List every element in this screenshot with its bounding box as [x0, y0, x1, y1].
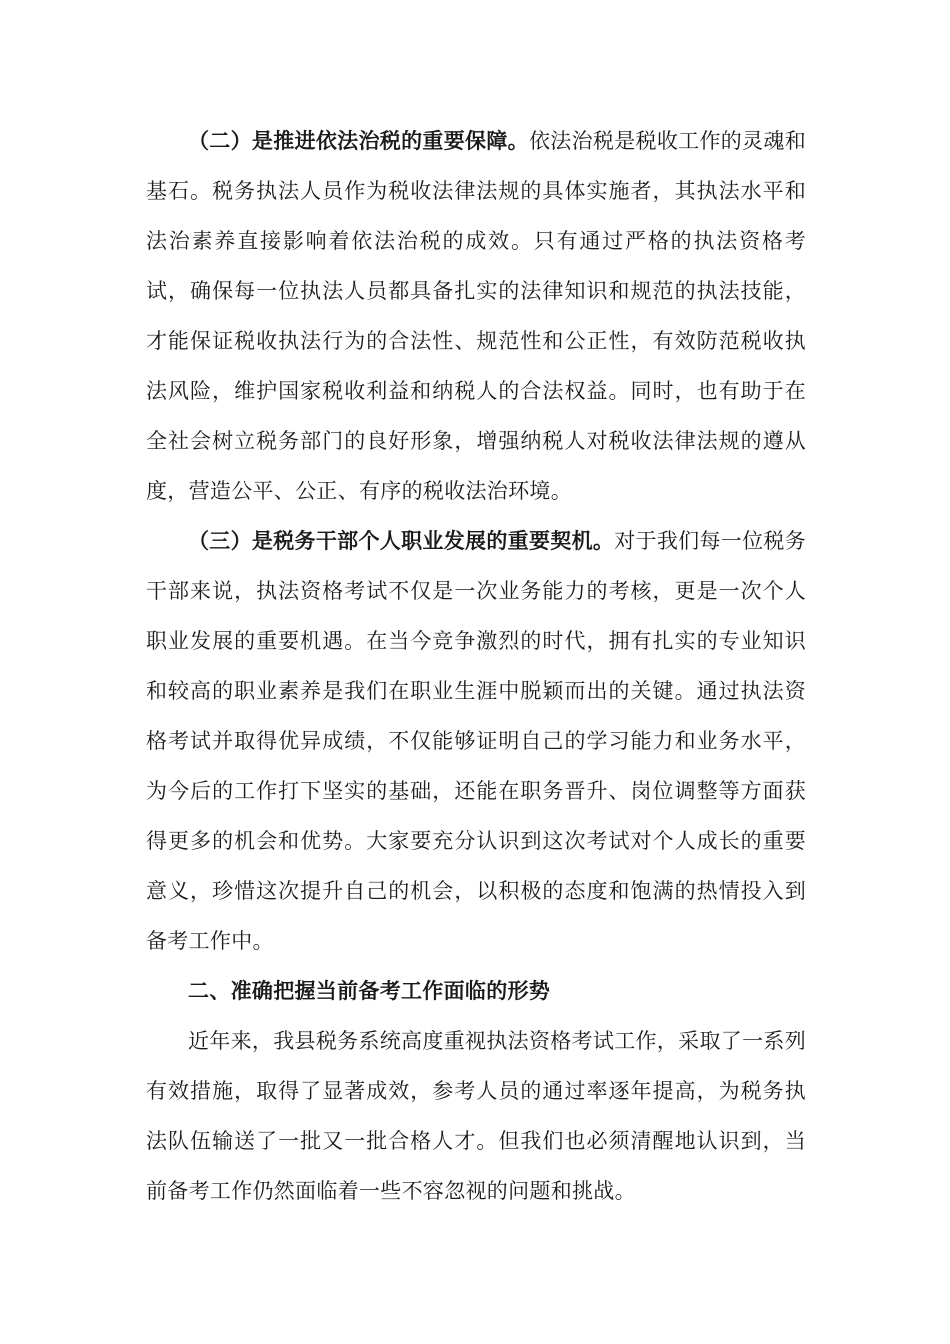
- paragraph-current-situation: 近年来，我县税务系统高度重视执法资格考试工作，采取了一系列有效措施，取得了显著成效，参考人员的通过率逐年提高，为税务执法队伍输送了一批又一批合格人才。但我们也必须清醒地认识到，当前备考工作仍然面临着一些不容忽视的问题和挑战。: [146, 1029, 806, 1203]
- document-body: [146, 116, 806, 1216]
- paragraph-career-development: [146, 516, 806, 966]
- paragraph-lead: （二）是推进依法治税的重要保障。: [188, 128, 529, 153]
- paragraph-text: 对于我们每一位税务干部来说，执法资格考试不仅是一次业务能力的考核，更是一次个人职业发展的重要机遇。在当今竞争激烈的时代，拥有扎实的专业知识和较高的职业素养是我们在职业生涯中脱颖而出的关键。通过执法资格考试并取得优异成绩，不仅能够证明自己的学习能力和业务水平，为今后的工作打下坚实的基础，还能在职务晋升、岗位调整等方面获得更多的机会和优势。大家要充分认识到这次考试对个人成长的重要意义，珍惜这次提升自己的机会，以积极的态度和饱满的热情投入到备考工作中。: [146, 529, 807, 953]
- section-heading: 二、准确把握当前备考工作面临的形势: [188, 978, 551, 1003]
- paragraph-text: 依法治税是税收工作的灵魂和基石。税务执法人员作为税收法律法规的具体实施者，其执法水平和法治素养直接影响着依法治税的成效。只有通过严格的执法资格考试，确保每一位执法人员都具备扎实的法律知识和规范的执法技能，才能保证税收执法行为的合法性、规范性和公正性，有效防范税收执法风险，维护国家税收利益和纳税人的合法权益。同时，也有助于在全社会树立税务部门的良好形象，增强纳税人对税收法律法规的遵从度，营造公平、公正、有序的税收法治环境。: [146, 129, 806, 503]
- paragraph-lead: （三）是税务干部个人职业发展的重要契机。: [188, 528, 615, 553]
- paragraph-rule-of-law: [146, 116, 806, 516]
